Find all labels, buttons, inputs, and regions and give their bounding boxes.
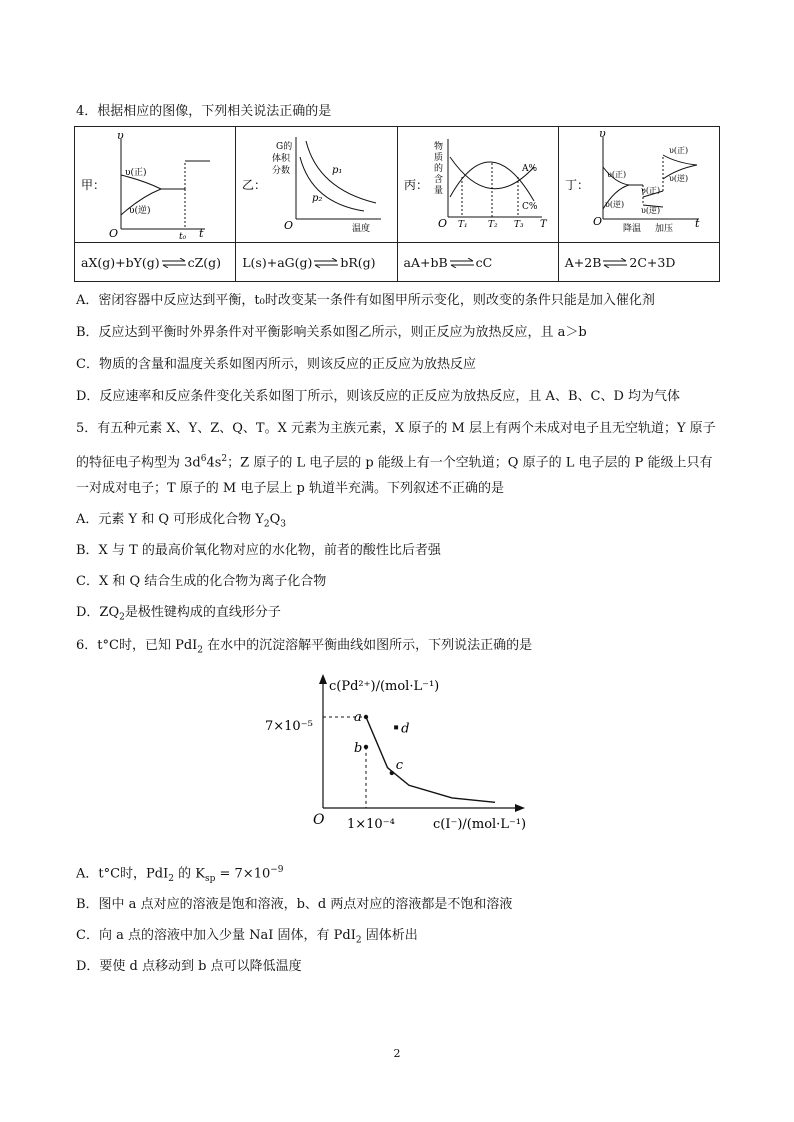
bing-a-label: A%: [521, 164, 537, 174]
q6-option-d: D．要使 d 点移动到 b 点可以降低温度: [76, 959, 302, 974]
q6-x-axis-arrow-icon: [515, 804, 525, 812]
jia-y-label: υ: [117, 129, 124, 142]
jia-t0-tick: t₀: [179, 232, 187, 242]
ding-l1: υ(正): [606, 170, 626, 179]
q5-option-b: B．X 与 T 的最高价氧化物对应的水化物，前者的酸性比后者强: [76, 543, 441, 558]
page-number: 2: [393, 1047, 401, 1060]
jia-reverse-label: υ(逆): [129, 206, 151, 216]
graph-jia-name: 甲：: [81, 178, 106, 192]
yi-ylabel-2: 体积: [272, 154, 291, 164]
ding-l4: υ(逆): [640, 206, 660, 215]
ding-y-label: υ: [598, 127, 606, 140]
q4-option-c: C．物质的含量和温度关系如图丙所示，则该反应的正反应为放热反应: [76, 357, 476, 372]
q4-option-a: A．密闭容器中反应达到平衡，t₀时改变某一条件有如图甲所示变化，则改变的条件只能是加入催化剂: [76, 293, 655, 308]
bing-ylabel-4: 含: [433, 175, 443, 185]
q4-stem: 4．根据相应的图像，下列相关说法正确的是: [76, 104, 332, 119]
bing-ylabel-1: 物: [433, 142, 443, 152]
equilibrium-arrow-icon: [449, 258, 475, 268]
ding-l5: υ(正): [668, 146, 688, 155]
ding-x1: 降温: [622, 224, 641, 234]
bing-ylabel-3: 的: [433, 164, 443, 174]
equation-4: A+2B 2C+3D: [558, 243, 719, 282]
q5-option-c: C．X 和 Q 结合生成的化合物为离子化合物: [76, 574, 327, 589]
q6-option-c: C．向 a 点的溶液中加入少量 NaI 固体，有 PdI$_2$ 固体析出: [76, 928, 418, 946]
equation-2: L(s)+aG(g) bR(g): [236, 243, 397, 282]
q6-point-b: [364, 745, 368, 749]
jia-x-label: t: [199, 227, 204, 240]
q6-label-d: d: [401, 721, 410, 737]
q6-point-c: [390, 771, 394, 775]
bing-ylabel-2: 质: [433, 153, 443, 163]
q6-option-a: A．t°C时，PdI$_2$ 的 $K_{sp} = 7\times 10^{-9}$: [76, 865, 284, 884]
q4-table: [74, 126, 720, 282]
ding-l6: υ(逆): [668, 174, 688, 183]
yi-xlabel: 温度: [352, 224, 371, 234]
equation-1: aX(g)+bY(g) cZ(g): [75, 243, 236, 282]
graph-yi: [236, 127, 397, 242]
graph-bing-cell: [397, 127, 558, 243]
q4-option-d: D．反应速率和反应条件变化关系如图丁所示，则该反应的正反应为放热反应，且 A、B、C、D 均为气体: [76, 389, 680, 404]
q6-label-b: b: [354, 740, 363, 756]
bing-xlabel: T: [539, 219, 547, 230]
q6-ylabel: c(Pd²⁺)/(mol·L⁻¹): [329, 679, 440, 694]
yi-origin: O: [284, 219, 294, 232]
ding-origin: O: [592, 215, 602, 228]
equilibrium-arrow-icon: [161, 258, 187, 268]
q5-stem-1: 5．有五种元素 X、Y、Z、Q、T。X 元素为主族元素，X 原子的 M 层上有两个未成对电子且无空轨道；Y 原子: [76, 421, 716, 436]
bing-t2: T₂: [487, 220, 498, 230]
q5-stem-3: 一对成对电子；T 原子的 M 电子层上 p 轨道半充满。下列叙述不正确的是: [76, 481, 504, 496]
graph-jia-cell: [75, 127, 236, 243]
ding-x2: 加压: [654, 224, 673, 234]
ding-l3: υ(正): [640, 186, 660, 195]
q6-equilibrium-curve: [366, 717, 495, 802]
jia-origin: O: [109, 227, 119, 240]
ding-x-label: t: [694, 217, 700, 230]
q6-solubility-chart: [255, 668, 545, 848]
q6-stem: 6．t°C时，已知 PdI$_2$ 在水中的沉淀溶解平衡曲线如图所示，下列说法正确的是: [76, 638, 533, 656]
bing-origin: O: [437, 217, 447, 230]
yi-ylabel-3: 分数: [272, 166, 291, 176]
q4-option-b: B．反应达到平衡时外界条件对平衡影响关系如图乙所示，则正反应为放热反应，且 a＞b: [76, 325, 587, 340]
q6-xtick: 1×10⁻⁴: [347, 817, 395, 832]
q6-point-a: [364, 715, 368, 719]
graph-bing-name: 丙：: [403, 178, 428, 192]
q6-y-axis-arrow-icon: [319, 674, 327, 684]
q6-option-b: B．图中 a 点对应的溶液是饱和溶液，b、d 两点对应的溶液都是不饱和溶液: [76, 897, 513, 912]
bing-ylabel-5: 量: [433, 186, 443, 196]
equilibrium-arrow-icon: [602, 258, 628, 268]
graph-ding: [559, 127, 720, 242]
yi-p2-label: p₂: [312, 193, 323, 204]
equilibrium-arrow-icon: [313, 258, 339, 268]
ding-l2: υ(逆): [604, 200, 624, 209]
bing-t3: T₃: [513, 220, 524, 230]
q6-origin: O: [313, 812, 325, 828]
q6-point-d: [394, 725, 398, 729]
q6-label-a: a: [354, 710, 362, 725]
q5-option-a: A．元素 Y 和 Q 可形成化合物 $Y_2Q_3$: [76, 512, 287, 530]
q6-label-c: c: [395, 757, 404, 773]
yi-ylabel-1: G的: [276, 142, 293, 152]
graph-ding-name: 丁：: [564, 178, 589, 192]
graph-yi-cell: [236, 127, 397, 243]
graph-jia: [75, 127, 236, 242]
ding-fwd-3: [663, 155, 697, 165]
graph-ding-cell: [558, 127, 719, 243]
q6-xlabel: c(I⁻)/(mol·L⁻¹): [433, 817, 527, 832]
bing-t1: T₁: [457, 220, 468, 230]
equation-3: aA+bB cC: [397, 243, 558, 282]
bing-c-label: C%: [521, 202, 537, 212]
jia-forward-label: υ(正): [125, 168, 147, 178]
graph-yi-name: 乙：: [242, 178, 267, 192]
q5-stem-2: 的特征电子构型为 $3d^64s^2$；Z 原子的 L 电子层的 p 能级上有一个空轨道；Q 原子的 L 电子层的 P 能级上只有: [76, 454, 713, 471]
q5-option-d: D．$ZQ_2$是极性键构成的直线形分子: [76, 605, 281, 623]
q6-ytick: 7×10⁻⁵: [265, 719, 313, 734]
yi-p1-label: p₁: [332, 165, 343, 176]
graph-bing: [398, 127, 559, 242]
